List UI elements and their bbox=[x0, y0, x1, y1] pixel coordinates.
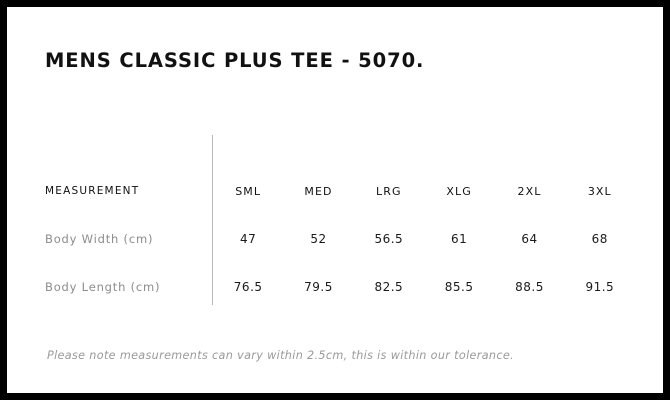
cell-body-length-sml: 76.5 bbox=[233, 280, 263, 294]
cell-body-width-3xl: 68 bbox=[591, 232, 608, 246]
size-chart-page bbox=[7, 7, 663, 393]
cell-body-length-3xl: 91.5 bbox=[585, 280, 615, 294]
column-header-size-3xl: 3XL bbox=[587, 184, 612, 198]
cell-body-width-xlg: 61 bbox=[451, 232, 468, 246]
table-row bbox=[45, 263, 635, 311]
cell-body-length-2xl: 88.5 bbox=[515, 280, 544, 294]
column-header-size-med: MED bbox=[304, 184, 333, 198]
cell-body-length-med: 79.5 bbox=[304, 280, 333, 294]
column-header-size-sml: SML bbox=[235, 184, 262, 198]
column-header-size-2xl: 2XL bbox=[517, 184, 542, 198]
cell-body-length-lrg: 82.5 bbox=[374, 280, 404, 294]
row-label-body-width: Body Width (cm) bbox=[45, 232, 154, 246]
size-table bbox=[45, 167, 635, 311]
table-row bbox=[45, 215, 635, 263]
tolerance-note: Please note measurements can vary within 2.5cm, this is within our tolerance. bbox=[47, 349, 515, 362]
table-header-row bbox=[45, 167, 635, 215]
column-header-size-lrg: LRG bbox=[376, 184, 402, 198]
table-body bbox=[45, 215, 635, 311]
cell-body-length-xlg: 85.5 bbox=[444, 280, 474, 294]
cell-body-width-sml: 47 bbox=[240, 232, 257, 246]
cell-body-width-2xl: 64 bbox=[521, 232, 538, 246]
cell-body-width-lrg: 56.5 bbox=[374, 232, 404, 246]
row-label-body-length: Body Length (cm) bbox=[45, 280, 161, 294]
page-title: MENS CLASSIC PLUS TEE - 5070. bbox=[45, 49, 425, 72]
table-header bbox=[45, 167, 635, 215]
size-chart-content bbox=[7, 7, 663, 393]
column-header-measurement: MEASUREMENT bbox=[45, 185, 140, 197]
column-header-size-xlg: XLG bbox=[446, 184, 472, 198]
cell-body-width-med: 52 bbox=[310, 232, 327, 246]
